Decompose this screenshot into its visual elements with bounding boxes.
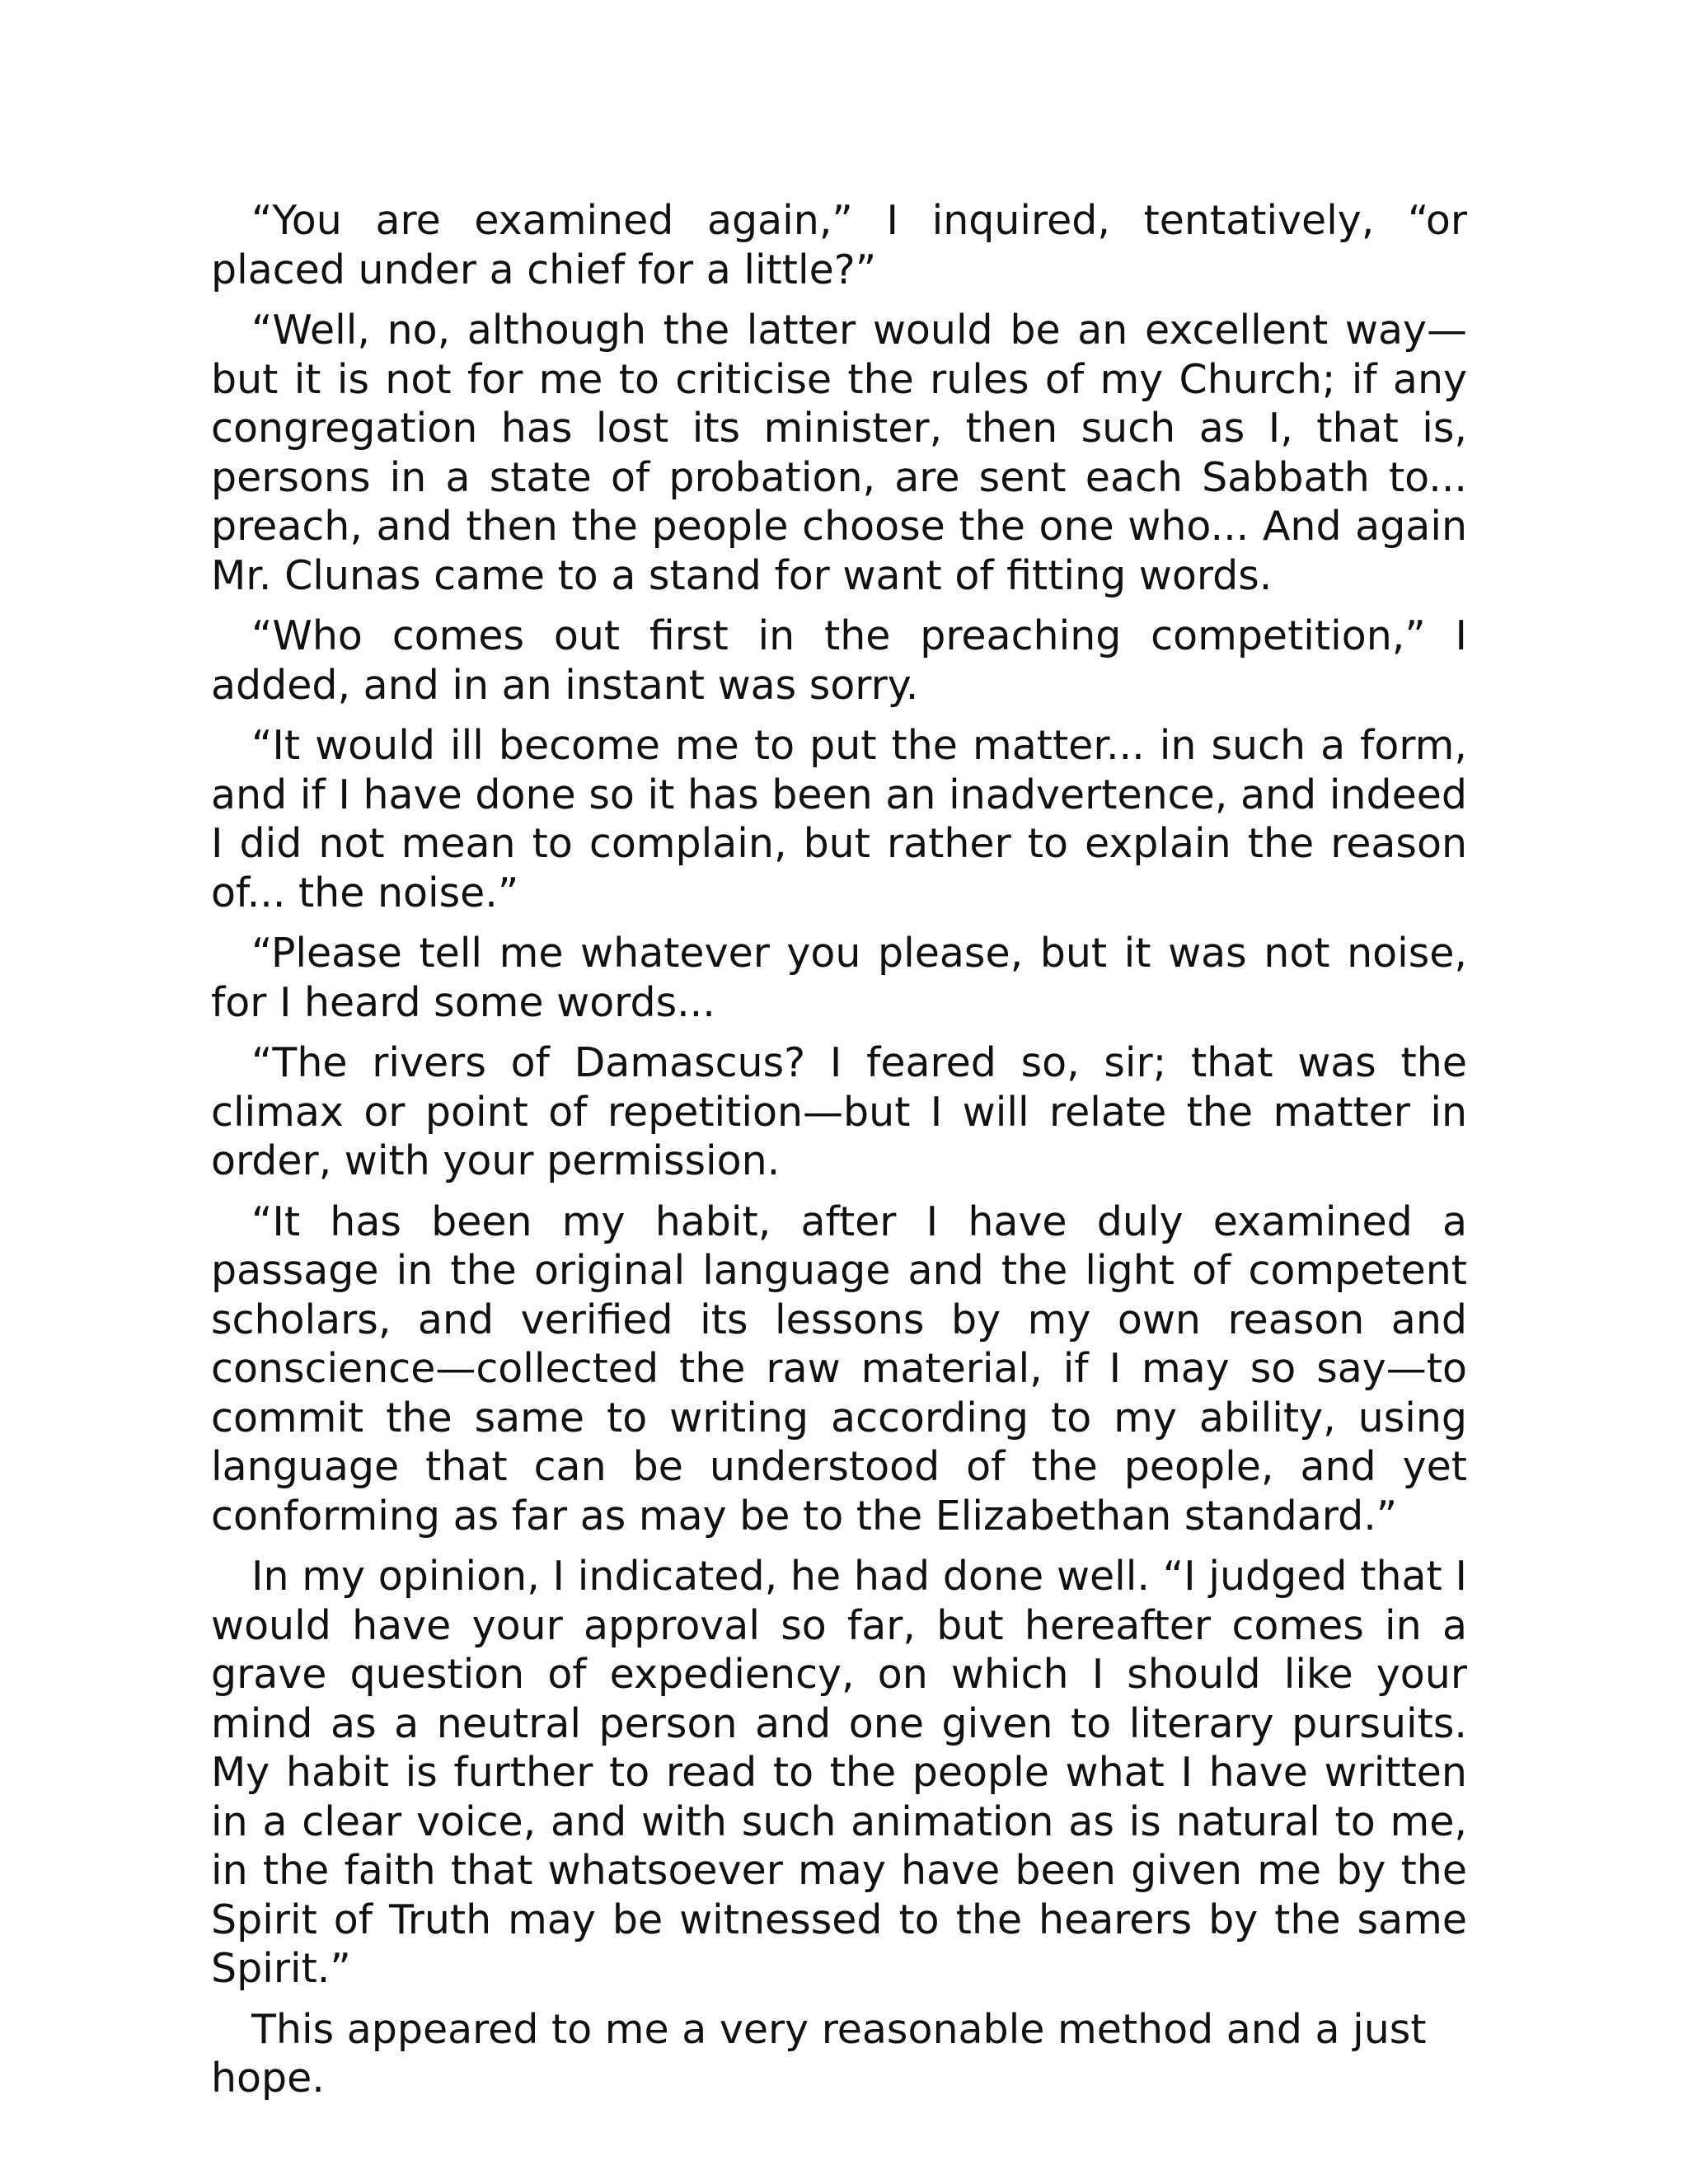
paragraph-9: This appeared to me a very reasonable method and a just hope. [211, 2005, 1427, 2102]
paragraph-6: “The rivers of Damascus? I feared so, sir; that was the climax or point of repetition—but I will relate the matter in order, with your permission. [211, 1039, 1467, 1184]
paragraph-8: In my opinion, I indicated, he had done well. “I judged that I would have your approval so far, but hereafter comes in a grave question of expediency, on which I should like your mind as a neutral person and one given to literary pursuits. My habit is further to read to the people what I have written in a clear voice, and with such animation as is natural to me, in the faith that whatsoever may have been given me by the Spirit of Truth may be witnessed to the hearers by the same Spirit.” [211, 1553, 1467, 1992]
paragraph-2: “Well, no, although the latter would be an excellent way—but it is not for me to criticise the rules of my Church; if any congregation has lost its minister, then such as I, that is, persons in a state of probation, are sent each Sabbath to... preach, and then the people choose the one who... And again Mr. Clunas came to a stand for want of fitting words. [211, 307, 1467, 599]
paragraph-3: “Who comes out first in the preaching competition,” I added, and in an instant was sorry. [211, 612, 1467, 709]
paragraph-5: “Please tell me whatever you please, but it was not noise, for I heard some words... [211, 930, 1467, 1026]
page-body [211, 196, 1467, 2115]
paragraph-4: “It would ill become me to put the matter... in such a form, and if I have done so it has been an inadvertence, and indeed I did not mean to complain, but rather to explain the reason of... the noise.” [211, 722, 1467, 916]
paragraph-1: “You are examined again,” I inquired, tentatively, “or placed under a chief for a little?” [211, 197, 1467, 293]
paragraph-7: “It has been my habit, after I have duly examined a passage in the original language and the light of competent scholars, and verified its lessons by my own reason and conscience—collected the raw material, if I may so say—to commit the same to writing according to my ability, using language that can be understood of the people, and yet conforming as far as may be to the Elizabethan standard.” [211, 1197, 1467, 1540]
